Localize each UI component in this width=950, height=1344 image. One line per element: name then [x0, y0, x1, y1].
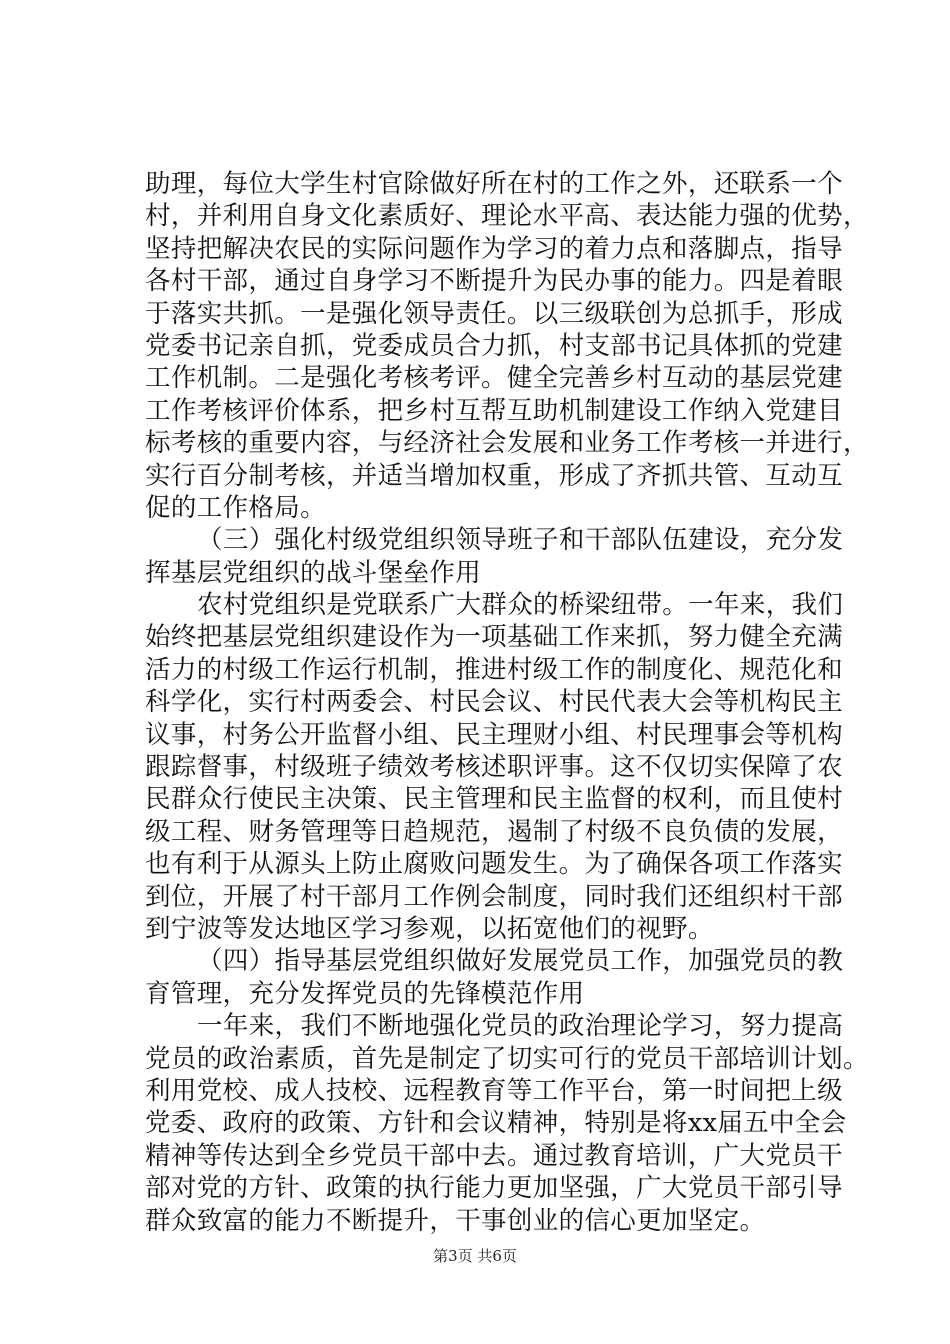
- text-line: 工作考核评价体系，把乡村互帮互助机制建设工作纳入党建目: [145, 395, 843, 426]
- section-heading-line: （四）指导基层党组织做好发展党员工作，加强党员的教: [197, 946, 844, 977]
- section-heading-line: （三）强化村级党组织领导班子和干部队伍建设，充分发: [197, 525, 844, 556]
- text-line: 党委、政府的政策、方针和会议精神，特别是将xx届五中全会: [145, 1108, 847, 1139]
- text-line: 坚持把解决农民的实际问题作为学习的着力点和落脚点，指导: [145, 233, 843, 264]
- text-line: 跟踪督事，村级班子绩效考核述职评事。这不仅切实保障了农: [145, 752, 843, 783]
- paragraph-first-line: 一年来，我们不断地强化党员的政治理论学习，努力提高: [197, 1011, 844, 1042]
- text-line: 科学化，实行村两委会、村民会议、村民代表大会等机构民主: [145, 687, 843, 718]
- text-line: 活力的村级工作运行机制，推进村级工作的制度化、规范化和: [145, 654, 843, 685]
- text-line: 各村干部，通过自身学习不断提升为民办事的能力。四是着眼: [145, 266, 843, 297]
- paragraph-first-line: 农村党组织是党联系广大群众的桥梁纽带。一年来，我们: [197, 590, 844, 621]
- text-line: 民群众行使民主决策、民主管理和民主监督的权利，而且使村: [145, 784, 843, 815]
- text-line: 部对党的方针、政策的执行能力更加坚强，广大党员干部引导: [145, 1173, 843, 1204]
- text-line: 党委书记亲自抓，党委成员合力抓，村支部书记具体抓的党建: [145, 330, 843, 361]
- text-line: 议事，村务公开监督小组、民主理财小组、村民理事会等机构: [145, 719, 843, 750]
- text-line: 促的工作格局。: [145, 492, 326, 523]
- text-line: 助理，每位大学生村官除做好所在村的工作之外，还联系一个: [145, 169, 843, 199]
- text-line: 实行百分制考核，并适当增加权重，形成了齐抓共管、互动互: [145, 460, 843, 491]
- text-line: 到位，开展了村干部月工作例会制度，同时我们还组织村干部: [145, 881, 843, 912]
- text-line: 村，并利用自身文化素质好、理论水平高、表达能力强的优势，: [145, 201, 869, 232]
- page-number-footer: 第3页 共6页: [433, 1247, 517, 1265]
- text-line: 党员的政治素质，首先是制定了切实可行的党员干部培训计划。: [145, 1043, 869, 1074]
- section-heading-line: 育管理，充分发挥党员的先锋模范作用: [145, 978, 585, 1009]
- body-text: [145, 168, 869, 1237]
- text-line: 始终把基层党组织建设作为一项基础工作来抓，努力健全充满: [145, 622, 843, 653]
- text-line: 也有利于从源头上防止腐败问题发生。为了确保各项工作落实: [145, 849, 843, 880]
- text-line: 级工程、财务管理等日趋规范，遏制了村级不良负债的发展，: [145, 816, 843, 847]
- section-heading-line: 挥基层党组织的战斗堡垒作用: [145, 557, 482, 588]
- text-line: 工作机制。二是强化考核考评。健全完善乡村互动的基层党建: [145, 363, 843, 394]
- text-line: 群众致富的能力不断提升，干事创业的信心更加坚定。: [145, 1205, 766, 1236]
- text-line: 标考核的重要内容，与经济社会发展和业务工作考核一并进行，: [145, 428, 869, 459]
- text-line: 精神等传达到全乡党员干部中去。通过教育培训，广大党员干: [145, 1140, 843, 1171]
- text-line: 于落实共抓。一是强化领导责任。以三级联创为总抓手，形成: [145, 298, 843, 329]
- text-line: 利用党校、成人技校、远程教育等工作平台，第一时间把上级: [145, 1075, 843, 1106]
- text-line: 到宁波等发达地区学习参观，以拓宽他们的视野。: [145, 913, 714, 944]
